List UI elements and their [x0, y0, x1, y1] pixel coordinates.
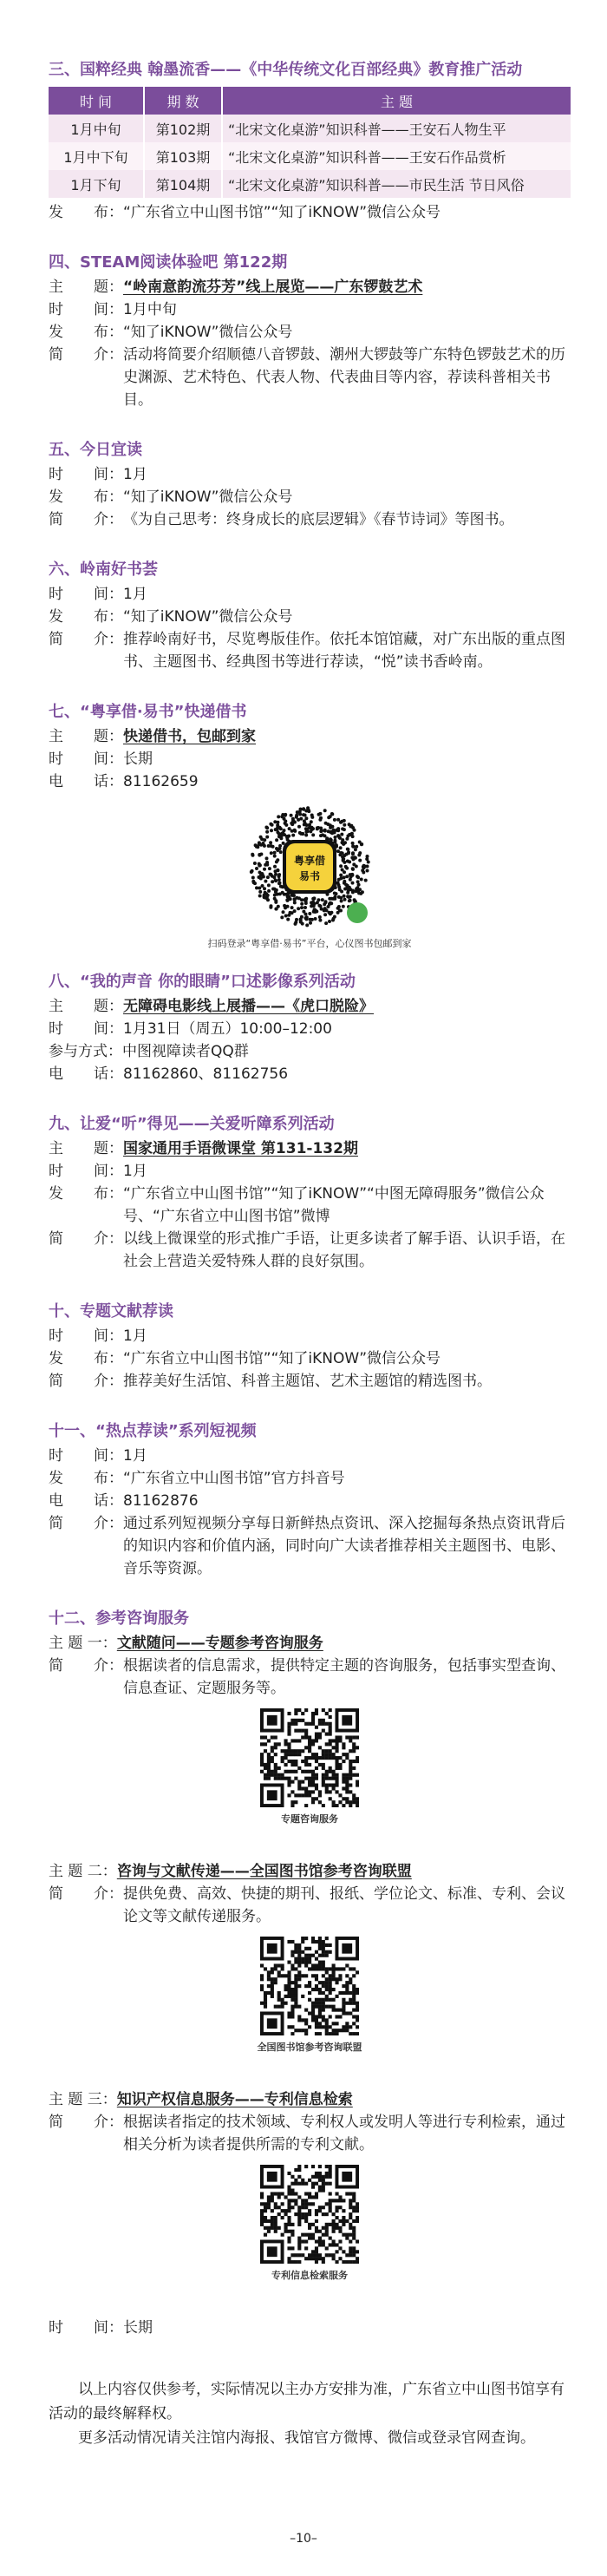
intro-value: 《为自己思考：终身成长的底层逻辑》《春节诗词》等图书。: [123, 511, 514, 528]
schedule-table: [49, 87, 571, 198]
time-value: 长期: [123, 2319, 153, 2337]
section-9-heading: 九、让爱“听”得见——关爱听障系列活动: [49, 1115, 335, 1133]
table-cell: “北宋文化桌游”知识科普——市民生活 节日风俗: [222, 170, 571, 198]
page-number: –10–: [290, 2532, 317, 2546]
topic-row: [49, 1137, 571, 1160]
publish-row: [49, 486, 571, 508]
closing-note: [49, 2377, 571, 2450]
section-6: [49, 557, 571, 673]
section-4-heading: 四、STEAM阅读体验吧 第122期: [49, 253, 288, 272]
section-11-heading: 十一、“热点荐读”系列短视频: [49, 1422, 257, 1440]
intro-value: 根据读者指定的技术领域、专利权人或发明人等进行专利检索，通过相关分析为读者提供所需的专利文献。: [123, 2114, 565, 2153]
time-row: [49, 1018, 571, 1040]
intro-value: 提供免费、高效、快捷的期刊、报纸、学位论文、标准、专利、会议论文等文献传递服务。: [123, 1885, 565, 1925]
field-label: 时 间：: [49, 2319, 123, 2337]
section-3: [49, 57, 571, 224]
phone-value: 81162659: [123, 773, 199, 790]
topic-row: [49, 1860, 571, 1883]
time-value: 1月: [123, 1447, 147, 1465]
publish-row: [49, 1347, 571, 1370]
phone-value: 81162860、81162756: [123, 1065, 289, 1083]
field-label: 发 布：: [49, 204, 123, 221]
time-value: 1月: [123, 1163, 147, 1180]
note-paragraph: 以上内容仅供参考，实际情况以主办方安排为准，广东省立中山图书馆享有活动的最终解释权。: [49, 2381, 565, 2422]
publish-value: “广东省立中山图书馆”“知了iKNOW”微信公众号: [123, 204, 441, 221]
section-4: [49, 250, 571, 411]
field-label: 简 介：: [49, 1885, 123, 1903]
consult-item-1: [49, 1632, 571, 1825]
field-label: 时 间：: [49, 751, 123, 768]
field-label: 时 间：: [49, 1447, 123, 1465]
qr-block: [49, 2165, 571, 2282]
time-row: [49, 463, 571, 486]
join-row: [49, 1040, 571, 1063]
time-value: 1月中旬: [123, 301, 177, 318]
field-label: 主 题 三：: [49, 2091, 117, 2108]
qr-block: [49, 802, 571, 950]
intro-value: 推荐岭南好书，尽览粤版佳作。依托本馆馆藏，对广东出版的重点图书、主题图书、经典图书等进行荐读，“悦”读书香岭南。: [123, 631, 565, 671]
topic-value: 咨询与文献传递——全国图书馆参考咨询联盟: [116, 1863, 412, 1880]
section-7-heading: 七、“粤享借·易书”快递借书: [49, 703, 247, 721]
field-label: 电 话：: [49, 1065, 123, 1083]
topic-row: [49, 1632, 571, 1655]
field-label: 简 介：: [49, 1515, 123, 1532]
topic-row: [49, 2088, 571, 2111]
note-paragraph: 更多活动情况请关注馆内海报、我馆官方微博、微信或登录官网查询。: [78, 2429, 535, 2447]
field-label: 简 介：: [49, 2114, 123, 2131]
time-value: 1月31日（周五）10:00–12:00: [123, 1020, 332, 1038]
table-cell: 1月中旬: [49, 115, 144, 142]
publish-row: [49, 606, 571, 628]
field-label: 简 介：: [49, 511, 123, 528]
intro-row: [49, 1883, 571, 1928]
time-row: [49, 1160, 571, 1183]
field-label: 时 间：: [49, 301, 123, 318]
publish-value: “知了iKNOW”微信公众号: [123, 324, 293, 341]
intro-value: 根据读者的信息需求，提供特定主题的咨询服务，包括事实型查询、信息查证、定题服务等。: [123, 1657, 565, 1697]
intro-value: 以线上微课堂的形式推广手语，让更多读者了解手语、认识手语，在社会上营造关爱特殊人群的良好氛围。: [123, 1230, 565, 1270]
intro-value: 活动将简要介绍顺德八音锣鼓、潮州大锣鼓等广东特色锣鼓艺术的历史渊源、艺术特色、代表人物、代表曲目等内容，荐读科普相关书目。: [123, 346, 565, 409]
field-label: 主 题 一：: [49, 1635, 117, 1652]
qr-logo-text: 粤享借: [293, 855, 326, 867]
phone-row: [49, 1490, 571, 1512]
field-label: 主 题 二：: [49, 1863, 117, 1880]
publish-row: [49, 321, 571, 344]
qr-code[interactable]: [260, 1708, 359, 1807]
field-label: 发 布：: [49, 488, 123, 506]
qr-caption: 专利信息检索服务: [271, 2270, 348, 2281]
qr-code[interactable]: [260, 2165, 359, 2264]
field-label: 电 话：: [49, 773, 123, 790]
publish-value: “广东省立中山图书馆”“知了iKNOW”微信公众号: [123, 1350, 441, 1367]
join-value: 中图视障读者QQ群: [122, 1043, 249, 1060]
time-value: 长期: [123, 751, 153, 768]
time-value: 1月: [123, 1327, 147, 1345]
table-header-row: [49, 87, 571, 115]
time-value: 1月: [123, 586, 147, 603]
wechat-badge-icon: [347, 902, 368, 923]
section-10: [49, 1299, 571, 1393]
time-row: [49, 2317, 571, 2339]
field-label: 电 话：: [49, 1492, 123, 1510]
intro-row: [49, 344, 571, 411]
section-10-heading: 十、专题文献荐读: [49, 1302, 173, 1321]
section-8-heading: 八、“我的声音 你的眼睛”口述影像系列活动: [49, 973, 356, 991]
table-cell: “北宋文化桌游”知识科普——王安石作品赏析: [222, 142, 571, 170]
time-row: [49, 298, 571, 321]
section-8: [49, 969, 571, 1085]
field-label: 发 布：: [49, 1350, 123, 1367]
field-label: 简 介：: [49, 1230, 123, 1248]
qr-logo-text: 易书: [298, 870, 321, 882]
intro-row: [49, 2111, 571, 2156]
phone-value: 81162876: [123, 1492, 199, 1510]
intro-value: 推荐美好生活馆、科普主题馆、艺术主题馆的精选图书。: [123, 1373, 492, 1390]
field-label: 简 介：: [49, 1657, 123, 1675]
table-row: [49, 115, 571, 142]
intro-value: 通过系列短视频分享每日新鲜热点资讯、深入挖掘每条热点资讯背后的知识内容和价值内涵，同时向广大读者推荐相关主题图书、电影、音乐等资源。: [123, 1515, 565, 1577]
field-label: 时 间：: [49, 1020, 123, 1038]
table-row: [49, 170, 571, 198]
section-5-heading: 五、今日宜读: [49, 441, 142, 459]
qr-code[interactable]: [260, 1937, 359, 2035]
section-11: [49, 1419, 571, 1580]
table-cell: “北宋文化桌游”知识科普——王安石人物生平: [222, 115, 571, 142]
topic-value: “岭南意韵流芬芳”线上展览——广东锣鼓艺术: [123, 279, 423, 296]
qr-block: [49, 1937, 571, 2054]
field-label: 参与方式：: [49, 1043, 122, 1060]
field-label: 简 介：: [49, 631, 123, 648]
field-label: 时 间：: [49, 586, 123, 603]
field-label: 主 题：: [49, 728, 123, 745]
time-row: [49, 1325, 571, 1347]
field-label: 简 介：: [49, 346, 123, 364]
table-header: 时 间: [49, 87, 144, 115]
topic-value: 文献随问——专题参考咨询服务: [116, 1635, 323, 1652]
field-label: 主 题：: [49, 279, 123, 296]
field-label: 时 间：: [49, 466, 123, 483]
round-qr-code[interactable]: [245, 802, 375, 932]
field-label: 发 布：: [49, 608, 123, 626]
topic-row: [49, 276, 571, 298]
intro-row: [49, 628, 571, 673]
table-row: [49, 142, 571, 170]
field-label: 时 间：: [49, 1327, 123, 1345]
section-12: [49, 1606, 571, 2339]
topic-value: 快递借书，包邮到家: [123, 728, 256, 745]
table-cell: 1月下旬: [49, 170, 144, 198]
intro-row: [49, 508, 571, 531]
consult-item-2: [49, 1860, 571, 2054]
field-label: 主 题：: [49, 1140, 123, 1157]
topic-value: 知识产权信息服务——专利信息检索: [116, 2091, 353, 2108]
intro-row: [49, 1655, 571, 1700]
consult-item-3: [49, 2088, 571, 2282]
phone-row: [49, 770, 571, 793]
topic-value: 无障碍电影线上展播——《虎口脱险》: [123, 998, 374, 1015]
qr-caption: 扫码登录“粤享借·易书”平台，心仪图书包邮到家: [207, 938, 412, 949]
table-cell: 第103期: [144, 142, 222, 170]
table-cell: 第104期: [144, 170, 222, 198]
time-row: [49, 1445, 571, 1467]
intro-row: [49, 1228, 571, 1273]
time-value: 1月: [123, 466, 147, 483]
qr-caption: 全国图书馆参考咨询联盟: [257, 2042, 362, 2053]
section-3-heading: 三、国粹经典 翰墨流香——《中华传统文化百部经典》教育推广活动: [49, 61, 523, 79]
section-7: [49, 699, 571, 950]
table-cell: 1月中下旬: [49, 142, 144, 170]
intro-row: [49, 1512, 571, 1580]
publish-value: “广东省立中山图书馆”官方抖音号: [123, 1470, 345, 1487]
field-label: 发 布：: [49, 324, 123, 341]
publish-value: “广东省立中山图书馆”“知了iKNOW”“中图无障碍服务”微信公众号、“广东省立中山图书馆”微博: [123, 1185, 545, 1225]
qr-caption: 专题咨询服务: [281, 1813, 338, 1825]
table-header: 主 题: [222, 87, 571, 115]
section-12-heading: 十二、参考咨询服务: [49, 1609, 189, 1628]
publish-row: [49, 1183, 571, 1228]
topic-value: 国家通用手语微课堂 第131-132期: [123, 1140, 358, 1157]
publish-value: “知了iKNOW”微信公众号: [123, 488, 293, 506]
section-6-heading: 六、岭南好书荟: [49, 560, 158, 579]
field-label: 发 布：: [49, 1185, 123, 1203]
phone-row: [49, 1063, 571, 1085]
table-cell: 第102期: [144, 115, 222, 142]
section-5: [49, 437, 571, 531]
time-row: [49, 583, 571, 606]
table-header: 期 数: [144, 87, 222, 115]
time-row: [49, 748, 571, 770]
topic-row: [49, 995, 571, 1018]
publish-row: [49, 201, 571, 224]
field-label: 时 间：: [49, 1163, 123, 1180]
topic-row: [49, 725, 571, 748]
qr-block: [49, 1708, 571, 1825]
section-9: [49, 1111, 571, 1273]
publish-value: “知了iKNOW”微信公众号: [123, 608, 293, 626]
field-label: 主 题：: [49, 998, 123, 1015]
field-label: 发 布：: [49, 1470, 123, 1487]
field-label: 简 介：: [49, 1373, 123, 1390]
intro-row: [49, 1370, 571, 1393]
publish-row: [49, 1467, 571, 1490]
